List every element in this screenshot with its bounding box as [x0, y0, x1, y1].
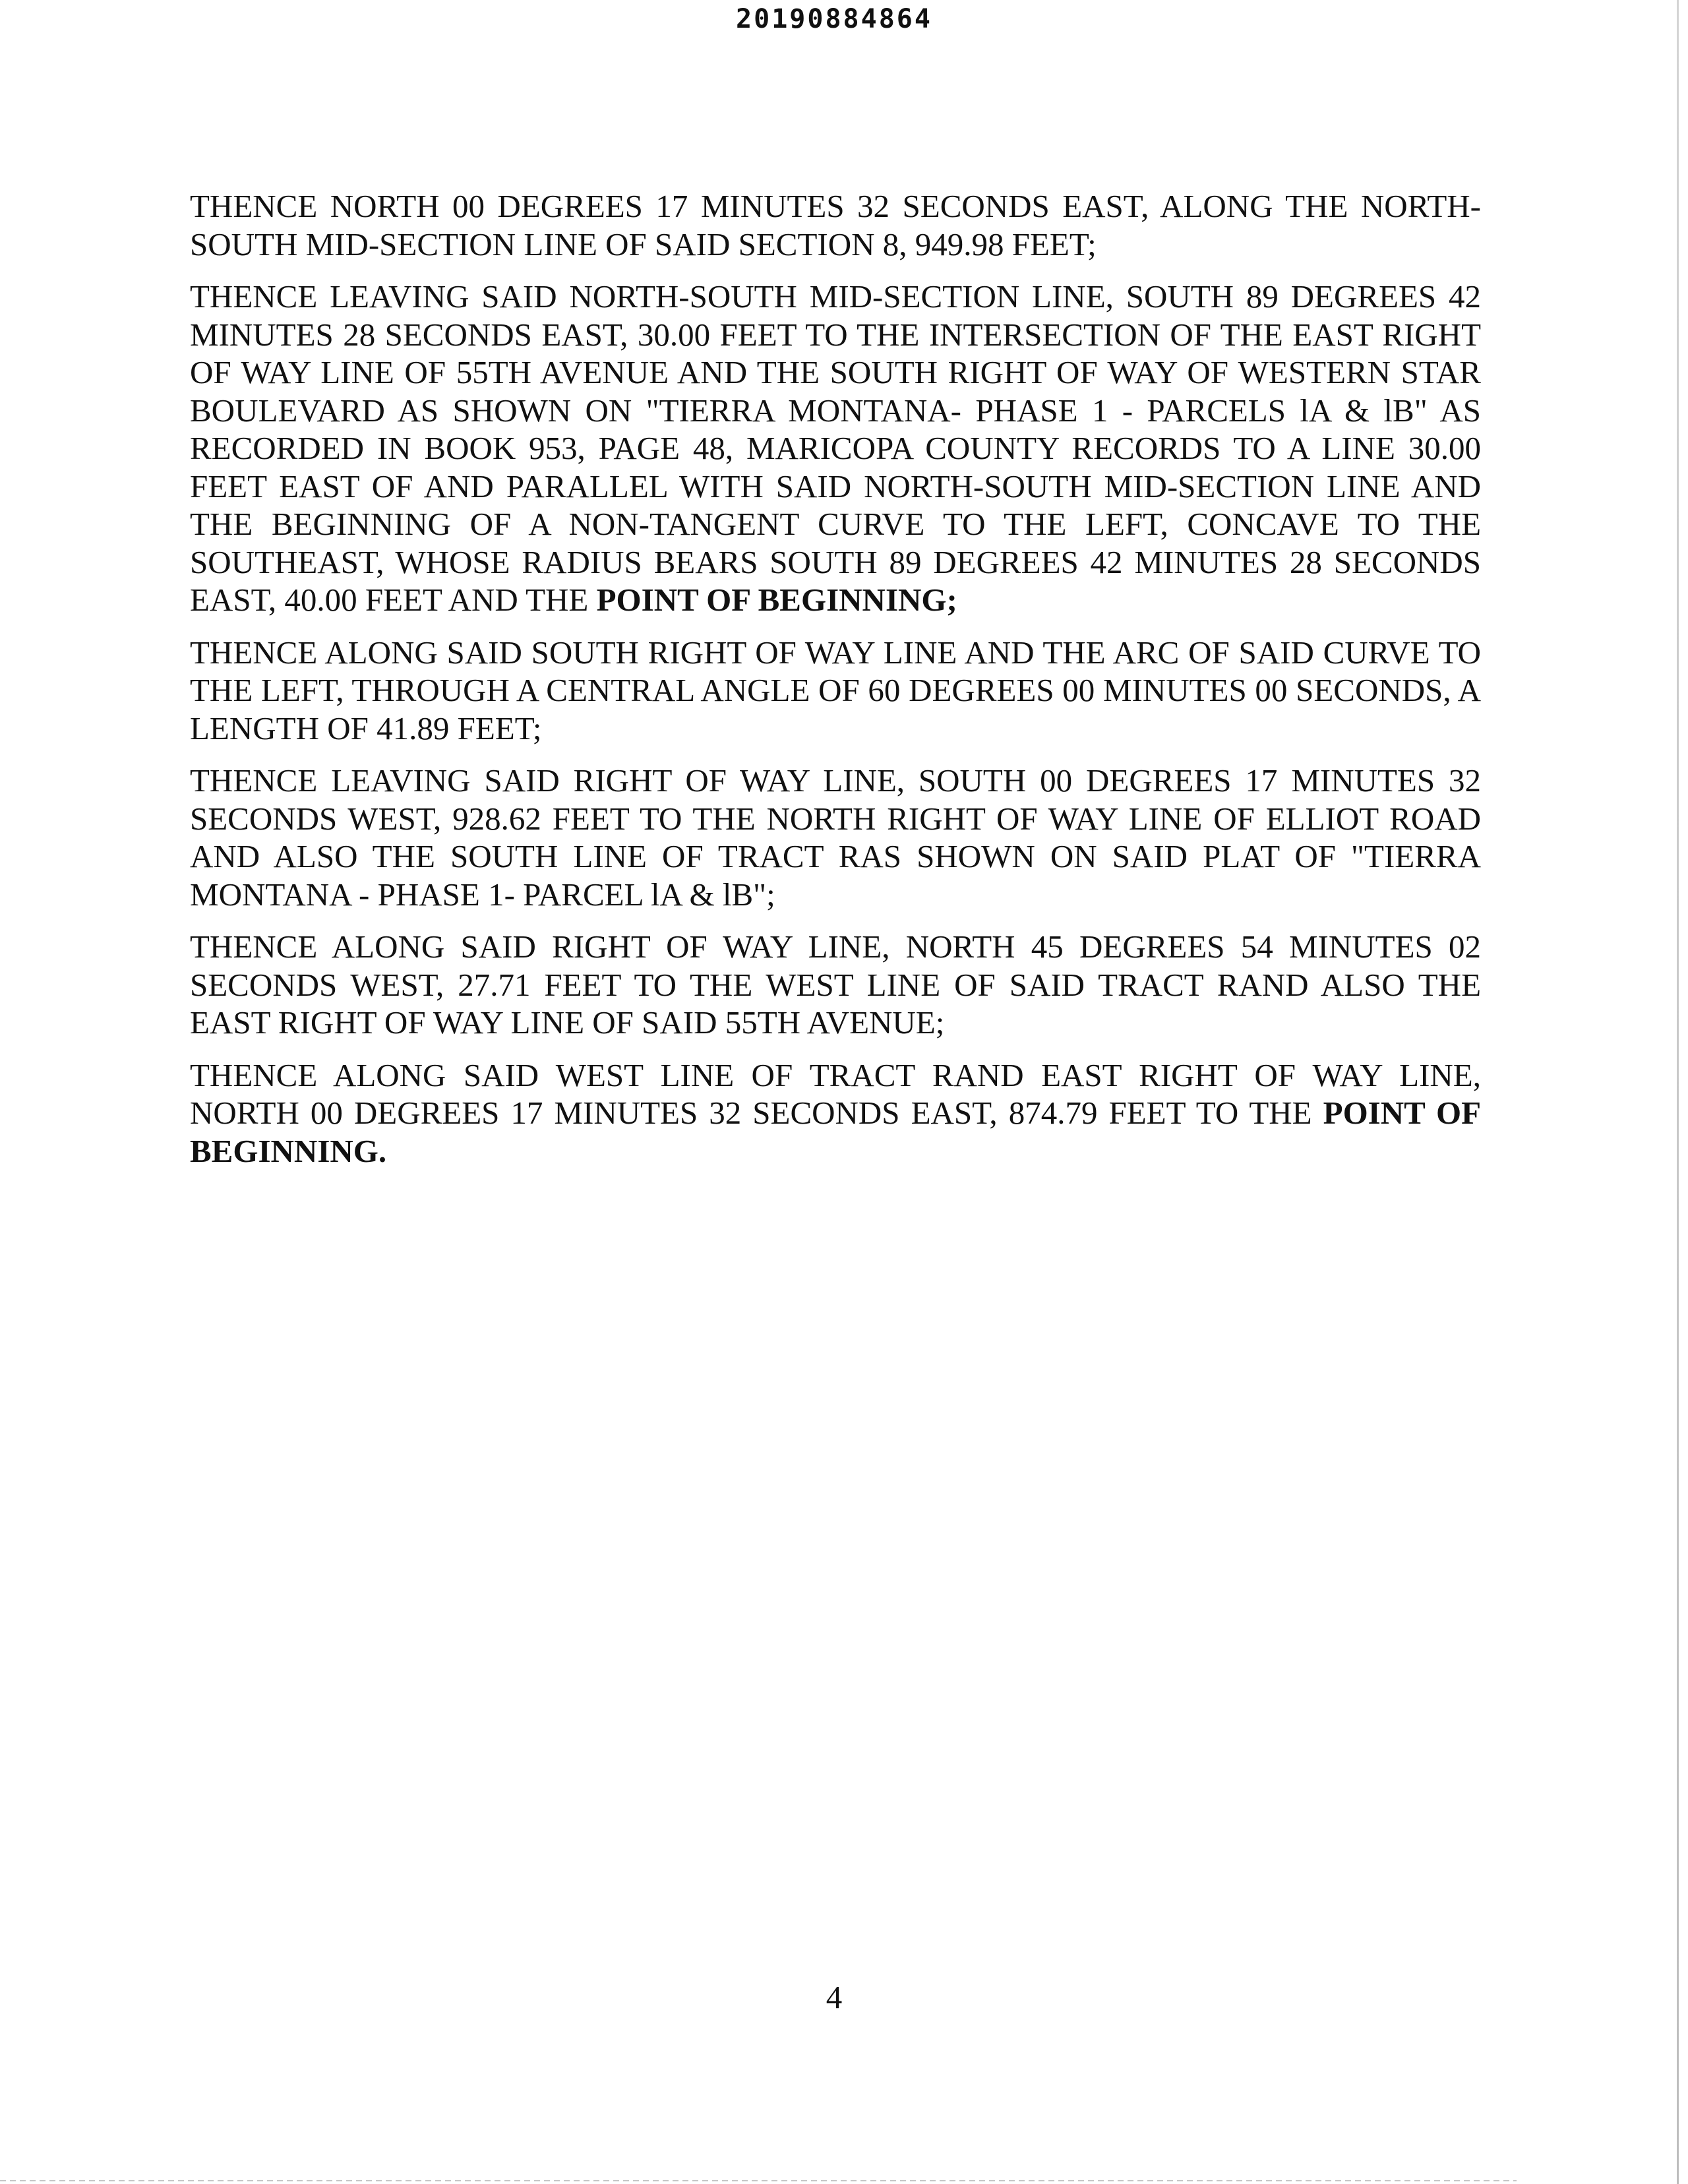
scan-edge-bottom — [0, 2180, 1517, 2181]
paragraph-6-text: THENCE ALONG SAID WEST LINE OF TRACT RAND EAST RIGHT OF WAY LINE, NORTH 00 DEGREES 17 MINUTES 32 SECONDS EAST, 874.79 FEET TO THE — [190, 1056, 1481, 1131]
paragraph-3-text: THENCE ALONG SAID SOUTH RIGHT OF WAY LINE AND THE ARC OF SAID CURVE TO THE LEFT, THROUGH A CENTRAL ANGLE OF 60 DEGREES 00 MINUTES 00 SECONDS, A LENGTH OF 41.89 FEET; — [190, 634, 1481, 746]
paragraph-2 — [190, 278, 1481, 619]
paragraph-5 — [190, 928, 1481, 1042]
recording-number: 20190884864 — [736, 4, 932, 34]
page-number: 4 — [826, 1979, 843, 2015]
paragraph-1-text: THENCE NORTH 00 DEGREES 17 MINUTES 32 SECONDS EAST, ALONG THE NORTH-SOUTH MID-SECTION LINE OF SAID SECTION 8, 949.98 FEET; — [190, 188, 1481, 262]
paragraph-2-text: THENCE LEAVING SAID NORTH-SOUTH MID-SECTION LINE, SOUTH 89 DEGREES 42 MINUTES 28 SECONDS EAST, 30.00 FEET TO THE INTERSECTION OF THE EAST RIGHT OF WAY LINE OF 55TH AVENUE AND THE SOUTH RIGHT OF WAY OF WESTERN STAR BOULEVARD AS SHOWN ON "TIERRA MONTANA- PHASE 1 - PARCELS lA & lB" AS RECORDED IN BOOK 953, PAGE 48, MARICOPA COUNTY RECORDS TO A LINE 30.00 FEET EAST OF AND PARALLEL WITH SAID NORTH-SOUTH MID-SECTION LINE AND THE BEGINNING OF A NON-TANGENT CURVE TO THE LEFT, CONCAVE TO THE SOUTHEAST, WHOSE RADIUS BEARS SOUTH 89 DEGREES 42 MINUTES 28 SECONDS EAST, 40.00 FEET AND THE — [190, 278, 1481, 618]
paragraph-4-text: THENCE LEAVING SAID RIGHT OF WAY LINE, SOUTH 00 DEGREES 17 MINUTES 32 SECONDS WEST, 928.62 FEET TO THE NORTH RIGHT OF WAY LINE OF ELLIOT ROAD AND ALSO THE SOUTH LINE OF TRACT RAS SHOWN ON SAID PLAT OF "TIERRA MONTANA - PHASE 1- PARCEL lA & lB"; — [190, 762, 1481, 913]
paragraph-3 — [190, 634, 1481, 748]
scan-edge-right — [1677, 0, 1679, 2184]
paragraph-2-bold: POINT OF BEGINNING; — [596, 582, 957, 618]
paragraph-6 — [190, 1056, 1481, 1170]
paragraph-6-bold: POINT OF BEGINNING. — [190, 1095, 1482, 1169]
paragraph-1 — [190, 187, 1481, 263]
legal-description-body — [190, 187, 1481, 1184]
paragraph-4 — [190, 762, 1481, 913]
paragraph-5-text: THENCE ALONG SAID RIGHT OF WAY LINE, NORTH 45 DEGREES 54 MINUTES 02 SECONDS WEST, 27.71 FEET TO THE WEST LINE OF SAID TRACT RAND ALSO THE EAST RIGHT OF WAY LINE OF SAID 55TH AVENUE; — [190, 928, 1481, 1041]
